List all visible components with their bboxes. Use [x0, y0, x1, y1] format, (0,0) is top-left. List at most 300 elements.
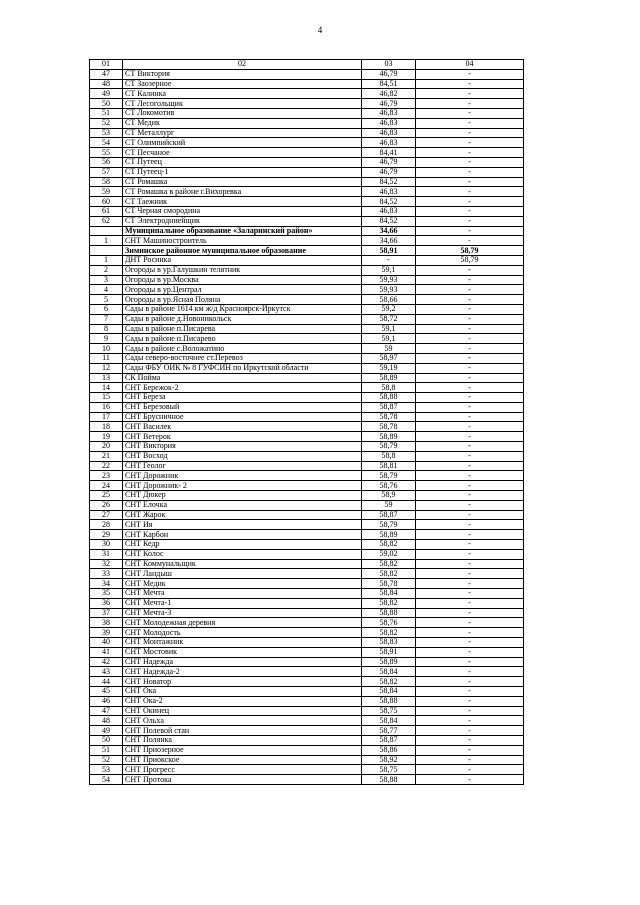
row-number: 38: [90, 618, 123, 628]
row-name: СНТ Коммунальщик: [123, 559, 362, 569]
row-name: СТ Ромашка в районе г.Вихоревка: [123, 187, 362, 197]
row-number: 53: [90, 765, 123, 775]
row-value-03: 58,82: [362, 559, 416, 569]
table-row: [90, 726, 524, 736]
row-value-04: -: [416, 402, 524, 412]
row-value-04: -: [416, 647, 524, 657]
row-value-04: -: [416, 442, 524, 452]
row-value-04: -: [416, 451, 524, 461]
row-name: СНТ Восход: [123, 451, 362, 461]
table-row: [90, 716, 524, 726]
row-value-04: -: [416, 549, 524, 559]
row-name: Сады в районе 1614 км ж/д Красноярск-Иркутск: [123, 304, 362, 314]
row-value-03: 58,76: [362, 618, 416, 628]
row-value-04: -: [416, 197, 524, 207]
table-row: [90, 265, 524, 275]
row-name: Сады в районе д.Новоникольск: [123, 314, 362, 324]
row-value-04: -: [416, 324, 524, 334]
row-name: СНТ Приокское: [123, 755, 362, 765]
table-row: [90, 491, 524, 501]
row-value-03: 84,52: [362, 197, 416, 207]
row-number: 47: [90, 69, 123, 79]
row-value-04: -: [416, 608, 524, 618]
row-value-04: -: [416, 677, 524, 687]
row-value-03: 58,82: [362, 569, 416, 579]
row-name: СТ Виктория: [123, 69, 362, 79]
row-value-03: 58,75: [362, 706, 416, 716]
row-name: Зиминское районное муниципальное образование: [123, 246, 362, 256]
row-name: СТ Металлург: [123, 128, 362, 138]
row-number: 13: [90, 373, 123, 383]
row-number: 46: [90, 696, 123, 706]
row-value-04: -: [416, 118, 524, 128]
row-value-04: -: [416, 206, 524, 216]
row-value-03: 46,82: [362, 89, 416, 99]
row-number: 56: [90, 157, 123, 167]
table-row: [90, 510, 524, 520]
row-name: СНТ Медик: [123, 579, 362, 589]
row-number: 36: [90, 598, 123, 608]
table-row: [90, 187, 524, 197]
row-number: 49: [90, 726, 123, 736]
row-value-04: -: [416, 481, 524, 491]
row-number: 37: [90, 608, 123, 618]
table-row: [90, 500, 524, 510]
row-name: ДНТ Росинка: [123, 255, 362, 265]
row-name: СНТ Молодежная деревня: [123, 618, 362, 628]
row-value-04: -: [416, 510, 524, 520]
data-table: [89, 59, 524, 785]
table-row: [90, 353, 524, 363]
row-value-04: -: [416, 236, 524, 246]
table-row: [90, 304, 524, 314]
table-row: [90, 755, 524, 765]
row-name: СТ Ромашка: [123, 177, 362, 187]
row-value-03: 46,79: [362, 69, 416, 79]
row-value-03: 58,8: [362, 383, 416, 393]
row-name: СНТ Колос: [123, 549, 362, 559]
table-row: [90, 344, 524, 354]
row-name: Огороды в ур.Централ: [123, 285, 362, 295]
row-number: 14: [90, 383, 123, 393]
row-value-03: 58,92: [362, 755, 416, 765]
row-name: СНТ Полянка: [123, 735, 362, 745]
row-number: 11: [90, 353, 123, 363]
table-row: [90, 236, 524, 246]
table-row: [90, 157, 524, 167]
row-name: СНТ Молодость: [123, 628, 362, 638]
row-name: СТ Лесогольщик: [123, 99, 362, 109]
row-value-03: 58,77: [362, 726, 416, 736]
row-name: СНТ Мечта-1: [123, 598, 362, 608]
row-number: 25: [90, 491, 123, 501]
row-name: СНТ Мечта-3: [123, 608, 362, 618]
row-value-04: -: [416, 775, 524, 785]
row-value-03: 58,82: [362, 677, 416, 687]
row-value-04: -: [416, 353, 524, 363]
row-number: 55: [90, 148, 123, 158]
row-value-03: 58,86: [362, 745, 416, 755]
row-value-03: 59,93: [362, 285, 416, 295]
row-value-04: -: [416, 716, 524, 726]
row-value-03: 59,1: [362, 324, 416, 334]
row-value-04: -: [416, 559, 524, 569]
row-name: Сады в районе п.Писарево: [123, 334, 362, 344]
row-value-03: 58,91: [362, 647, 416, 657]
row-number: 21: [90, 451, 123, 461]
table-row: [90, 275, 524, 285]
row-number: 48: [90, 79, 123, 89]
row-number: 33: [90, 569, 123, 579]
table-row: [90, 530, 524, 540]
row-value-03: 58,84: [362, 667, 416, 677]
row-value-03: 58,89: [362, 373, 416, 383]
row-value-03: 59,2: [362, 304, 416, 314]
row-name: Сады ФБУ ОИК № 8 ГУФСИН по Иркутской области: [123, 363, 362, 373]
row-value-04: -: [416, 667, 524, 677]
row-number: 20: [90, 442, 123, 452]
row-value-04: -: [416, 687, 524, 697]
page-number: 4: [317, 25, 323, 35]
row-number: 51: [90, 745, 123, 755]
row-number: 62: [90, 216, 123, 226]
row-name: СТ Таежник: [123, 197, 362, 207]
row-value-04: -: [416, 128, 524, 138]
table-row: [90, 69, 524, 79]
row-value-03: 46,83: [362, 206, 416, 216]
row-value-04: -: [416, 579, 524, 589]
row-value-04: -: [416, 275, 524, 285]
row-number: 48: [90, 716, 123, 726]
row-value-03: 58,97: [362, 353, 416, 363]
row-number: 52: [90, 118, 123, 128]
row-value-03: -: [362, 255, 416, 265]
row-number: 53: [90, 128, 123, 138]
row-value-03: 58,78: [362, 579, 416, 589]
row-name: СТ Калинка: [123, 89, 362, 99]
row-name: Огороды в ур.Москва: [123, 275, 362, 285]
table-row: [90, 481, 524, 491]
row-number: 42: [90, 657, 123, 667]
row-name: СК Пойма: [123, 373, 362, 383]
row-value-04: -: [416, 304, 524, 314]
table-row: [90, 128, 524, 138]
row-value-03: 46,79: [362, 157, 416, 167]
row-name: Сады в районе с.Воложатино: [123, 344, 362, 354]
row-value-03: 59,93: [362, 275, 416, 285]
row-value-03: 58,9: [362, 491, 416, 501]
row-number: 41: [90, 647, 123, 657]
row-number: 27: [90, 510, 123, 520]
row-number: 29: [90, 530, 123, 540]
row-number: 32: [90, 559, 123, 569]
row-value-03: 46,83: [362, 128, 416, 138]
row-value-04: -: [416, 755, 524, 765]
row-value-03: 46,83: [362, 138, 416, 148]
table-row: [90, 667, 524, 677]
row-value-03: 58,82: [362, 628, 416, 638]
row-value-04: -: [416, 89, 524, 99]
row-name: СНТ Ока-2: [123, 696, 362, 706]
table-row: [90, 598, 524, 608]
row-number: [90, 226, 123, 236]
row-value-03: 58,83: [362, 638, 416, 648]
table-row: [90, 442, 524, 452]
table-row: [90, 373, 524, 383]
row-value-03: 58,79: [362, 520, 416, 530]
row-name: Муниципальное образование «Заларинский район»: [123, 226, 362, 236]
row-value-04: -: [416, 265, 524, 275]
table-row: [90, 461, 524, 471]
row-value-04: -: [416, 363, 524, 373]
table-row: [90, 99, 524, 109]
header-col-03: 03: [362, 60, 416, 70]
row-name: СНТ Прогресс: [123, 765, 362, 775]
row-name: СНТ Надежда: [123, 657, 362, 667]
row-value-04: -: [416, 69, 524, 79]
row-value-04: -: [416, 187, 524, 197]
row-name: СНТ Приозерное: [123, 745, 362, 755]
table-body: [90, 60, 524, 785]
table-row: [90, 255, 524, 265]
table-header-row: [90, 60, 524, 70]
row-number: 49: [90, 89, 123, 99]
row-value-03: 58,82: [362, 540, 416, 550]
row-name: СНТ Окинец: [123, 706, 362, 716]
row-number: 35: [90, 589, 123, 599]
row-value-04: -: [416, 628, 524, 638]
table-row: [90, 677, 524, 687]
row-number: 6: [90, 304, 123, 314]
row-name: СТ Заозерное: [123, 79, 362, 89]
row-value-03: 58,66: [362, 295, 416, 305]
row-number: 3: [90, 275, 123, 285]
row-value-04: -: [416, 745, 524, 755]
row-name: СТ Медик: [123, 118, 362, 128]
row-number: 59: [90, 187, 123, 197]
row-value-04: -: [416, 461, 524, 471]
row-value-03: 46,83: [362, 108, 416, 118]
row-value-04: -: [416, 177, 524, 187]
row-number: 40: [90, 638, 123, 648]
row-value-03: 58,79: [362, 471, 416, 481]
table-row: [90, 197, 524, 207]
row-name: СНТ Надежда-2: [123, 667, 362, 677]
row-name: СНТ Ия: [123, 520, 362, 530]
table-row: [90, 295, 524, 305]
row-value-04: -: [416, 344, 524, 354]
row-name: СНТ Елочка: [123, 500, 362, 510]
row-value-04: -: [416, 148, 524, 158]
row-name: СНТ Ока: [123, 687, 362, 697]
table-row: [90, 393, 524, 403]
table-row: [90, 628, 524, 638]
row-number: 58: [90, 177, 123, 187]
row-value-04: -: [416, 99, 524, 109]
table-row: [90, 118, 524, 128]
row-value-04: -: [416, 618, 524, 628]
table-row: [90, 735, 524, 745]
row-number: 1: [90, 255, 123, 265]
row-name: СНТ Машиностроитель: [123, 236, 362, 246]
row-value-04: -: [416, 696, 524, 706]
row-number: 19: [90, 432, 123, 442]
row-number: 22: [90, 461, 123, 471]
row-number: 5: [90, 295, 123, 305]
row-value-04: -: [416, 393, 524, 403]
row-value-04: -: [416, 765, 524, 775]
table-row: [90, 334, 524, 344]
row-number: 50: [90, 735, 123, 745]
row-value-04: -: [416, 383, 524, 393]
table-row: [90, 520, 524, 530]
row-value-03: 58,87: [362, 735, 416, 745]
table-row: [90, 402, 524, 412]
row-number: 26: [90, 500, 123, 510]
row-value-03: 58,84: [362, 687, 416, 697]
row-value-03: 58,88: [362, 393, 416, 403]
row-name: СНТ Дорожник- 2: [123, 481, 362, 491]
row-name: СНТ Василек: [123, 422, 362, 432]
row-number: 17: [90, 412, 123, 422]
table-row: [90, 471, 524, 481]
row-number: 2: [90, 265, 123, 275]
row-value-04: 58,79: [416, 246, 524, 256]
row-value-04: -: [416, 735, 524, 745]
row-value-04: -: [416, 157, 524, 167]
table-row: [90, 745, 524, 755]
table-row: [90, 314, 524, 324]
table-row: [90, 559, 524, 569]
row-value-03: 46,83: [362, 118, 416, 128]
row-value-04: -: [416, 314, 524, 324]
row-value-03: 58,82: [362, 598, 416, 608]
row-value-03: 58,91: [362, 246, 416, 256]
row-value-04: -: [416, 216, 524, 226]
row-value-04: -: [416, 422, 524, 432]
row-value-03: 58,87: [362, 402, 416, 412]
row-value-03: 58,89: [362, 530, 416, 540]
table-row: [90, 422, 524, 432]
table-row: [90, 687, 524, 697]
row-value-03: 58,8: [362, 451, 416, 461]
row-value-04: -: [416, 334, 524, 344]
row-value-04: -: [416, 589, 524, 599]
row-number: 44: [90, 677, 123, 687]
row-name: СНТ Монтажник: [123, 638, 362, 648]
row-name: СНТ Протока: [123, 775, 362, 785]
table-row: [90, 89, 524, 99]
row-value-03: 59: [362, 500, 416, 510]
table-row: [90, 177, 524, 187]
row-value-04: -: [416, 520, 524, 530]
table-row: [90, 285, 524, 295]
row-value-03: 34,66: [362, 236, 416, 246]
row-name: Огороды в ур.Ясная Поляна: [123, 295, 362, 305]
row-value-03: 58,89: [362, 657, 416, 667]
row-value-03: 58,84: [362, 589, 416, 599]
row-name: СНТ Брусничное: [123, 412, 362, 422]
row-name: СНТ Дорожник: [123, 471, 362, 481]
row-value-03: 84,52: [362, 216, 416, 226]
table-row: [90, 706, 524, 716]
row-value-04: -: [416, 530, 524, 540]
header-col-01: 01: [90, 60, 123, 70]
row-name: СНТ Виктория: [123, 442, 362, 452]
row-value-03: 59,1: [362, 334, 416, 344]
table-row: [90, 540, 524, 550]
row-value-04: -: [416, 657, 524, 667]
row-name: СНТ Ольха: [123, 716, 362, 726]
row-value-03: 46,79: [362, 99, 416, 109]
row-value-04: -: [416, 373, 524, 383]
row-value-04: -: [416, 569, 524, 579]
header-col-02: 02: [123, 60, 362, 70]
row-number: 54: [90, 138, 123, 148]
row-value-04: -: [416, 167, 524, 177]
row-number: 47: [90, 706, 123, 716]
row-value-03: 58,84: [362, 716, 416, 726]
row-value-03: 59,19: [362, 363, 416, 373]
row-number: 31: [90, 549, 123, 559]
table-section-row: [90, 246, 524, 256]
table-row: [90, 383, 524, 393]
table-row: [90, 79, 524, 89]
row-name: СНТ Геолог: [123, 461, 362, 471]
row-name: СНТ Дюкер: [123, 491, 362, 501]
row-number: 18: [90, 422, 123, 432]
row-name: СНТ Мостовик: [123, 647, 362, 657]
row-name: СНТ Бережок-2: [123, 383, 362, 393]
table-row: [90, 638, 524, 648]
table-row: [90, 324, 524, 334]
row-value-03: 58,78: [362, 422, 416, 432]
row-value-03: 34,66: [362, 226, 416, 236]
table-row: [90, 363, 524, 373]
row-value-04: -: [416, 108, 524, 118]
row-number: 28: [90, 520, 123, 530]
row-value-03: 84,52: [362, 177, 416, 187]
row-number: [90, 246, 123, 256]
table-row: [90, 216, 524, 226]
row-value-04: -: [416, 285, 524, 295]
table-row: [90, 579, 524, 589]
table-row: [90, 657, 524, 667]
row-number: 4: [90, 285, 123, 295]
row-name: СНТ Березовый: [123, 402, 362, 412]
row-value-03: 84,51: [362, 79, 416, 89]
row-value-04: -: [416, 540, 524, 550]
row-value-04: 58,79: [416, 255, 524, 265]
table-row: [90, 432, 524, 442]
table-row: [90, 608, 524, 618]
row-value-03: 58,76: [362, 481, 416, 491]
row-name: Сады северо-восточнее ст.Перевоз: [123, 353, 362, 363]
row-value-03: 46,83: [362, 187, 416, 197]
header-col-04: 04: [416, 60, 524, 70]
row-number: 16: [90, 402, 123, 412]
table-row: [90, 618, 524, 628]
row-number: 39: [90, 628, 123, 638]
table-section-row: [90, 226, 524, 236]
row-value-03: 59,02: [362, 549, 416, 559]
row-value-03: 58,81: [362, 461, 416, 471]
row-number: 30: [90, 540, 123, 550]
table-row: [90, 206, 524, 216]
row-number: 9: [90, 334, 123, 344]
row-value-04: -: [416, 471, 524, 481]
row-value-03: 46,79: [362, 167, 416, 177]
